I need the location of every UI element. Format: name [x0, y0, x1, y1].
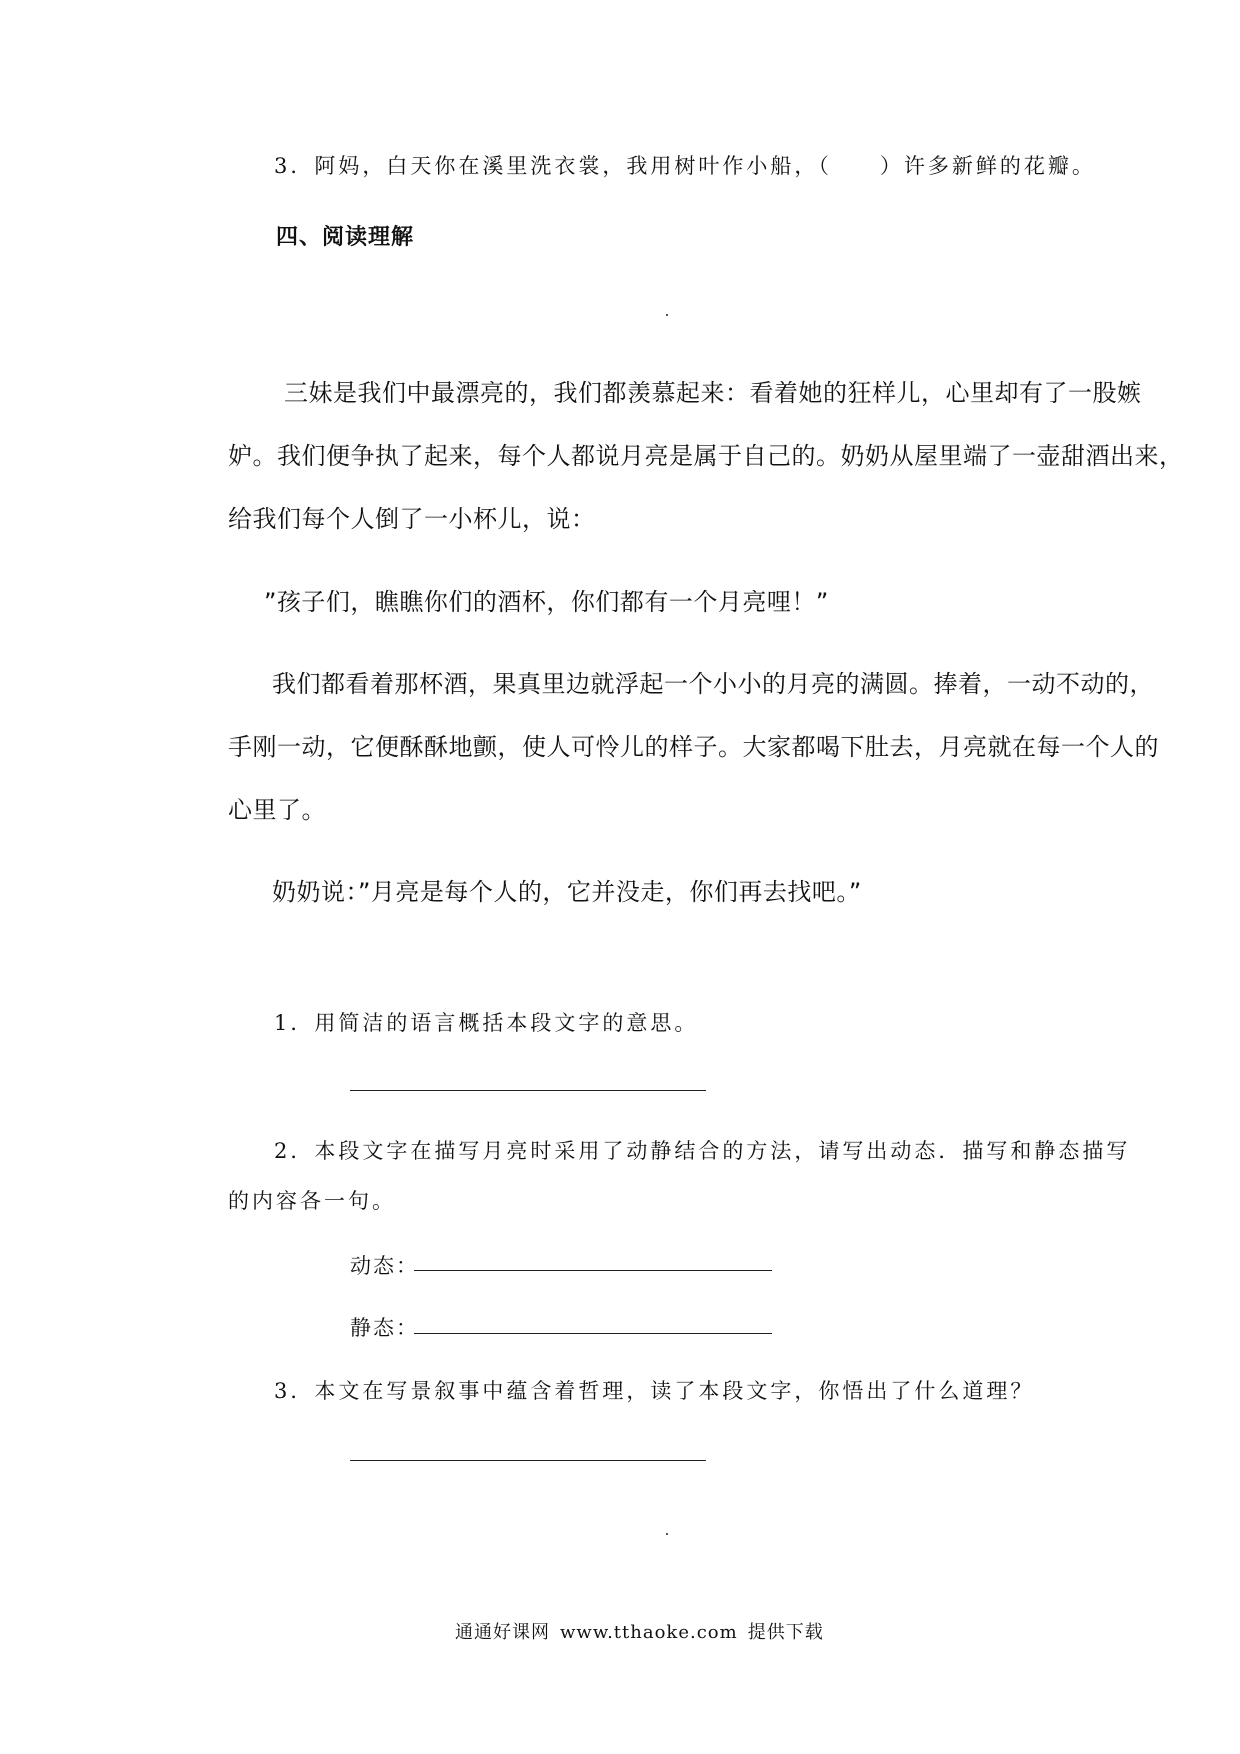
- footer-credit: [455, 1618, 834, 1644]
- answer-line-q1[interactable]: [350, 1090, 706, 1091]
- footer-url[interactable]: www.tthaoke.com: [560, 1622, 738, 1643]
- question-2-line-2: 的内容各一句。: [228, 1189, 396, 1213]
- answer-line-dynamic[interactable]: [414, 1270, 772, 1271]
- passage-paragraph-3-line-2: 手刚一动，它便酥酥地颤，使人可怜儿的样子。大家都喝下肚去，月亮就在每一个人的: [228, 733, 1159, 761]
- footer-site-name: 通通好课网: [455, 1622, 550, 1643]
- passage-paragraph-1-line-2: 妒。我们便争执了起来，每个人都说月亮是属于自己的。奶奶从屋里端了一壶甜酒出来，: [228, 442, 1184, 470]
- passage-paragraph-2: ”孩子们，瞧瞧你们的酒杯，你们都有一个月亮哩！”: [264, 588, 829, 616]
- passage-paragraph-3-line-1: 我们都看着那杯酒，果真里边就浮起一个小小的月亮的满圆。捧着，一动不动的，: [272, 670, 1154, 698]
- answer-line-static[interactable]: [414, 1333, 772, 1334]
- fill-in-question-3: 3．阿妈，白天你在溪里洗衣裳，我用树叶作小船，（ ）许多新鲜的花瓣。: [274, 154, 1096, 178]
- question-3: 3．本文在写景叙事中蕴含着哲理，读了本段文字，你悟出了什么道理？: [274, 1379, 1035, 1403]
- section-heading-reading: 四、阅读理解: [276, 225, 415, 250]
- footer-suffix: 提供下载: [747, 1622, 824, 1643]
- passage-paragraph-3-line-3: 心里了。: [228, 796, 326, 824]
- dynamic-label: 动态：: [350, 1254, 419, 1278]
- passage-paragraph-4: 奶奶说：”月亮是每个人的，它并没走，你们再去找吧。”: [272, 878, 862, 906]
- stray-dot: [666, 1533, 668, 1535]
- question-2-line-1: 2．本段文字在描写月亮时采用了动静结合的方法，请写出动态．描写和静态描写: [274, 1139, 1131, 1163]
- passage-paragraph-1-line-3: 给我们每个人倒了一小杯儿，说：: [228, 505, 596, 533]
- static-label: 静态：: [350, 1316, 419, 1340]
- question-1: 1．用简洁的语言概括本段文字的意思。: [274, 1011, 699, 1035]
- passage-paragraph-1-line-1: 三妹是我们中最漂亮的，我们都羡慕起来：看着她的狂样儿，心里却有了一股嫉: [284, 379, 1142, 407]
- stray-dot: [666, 314, 668, 316]
- answer-line-q3[interactable]: [350, 1460, 706, 1461]
